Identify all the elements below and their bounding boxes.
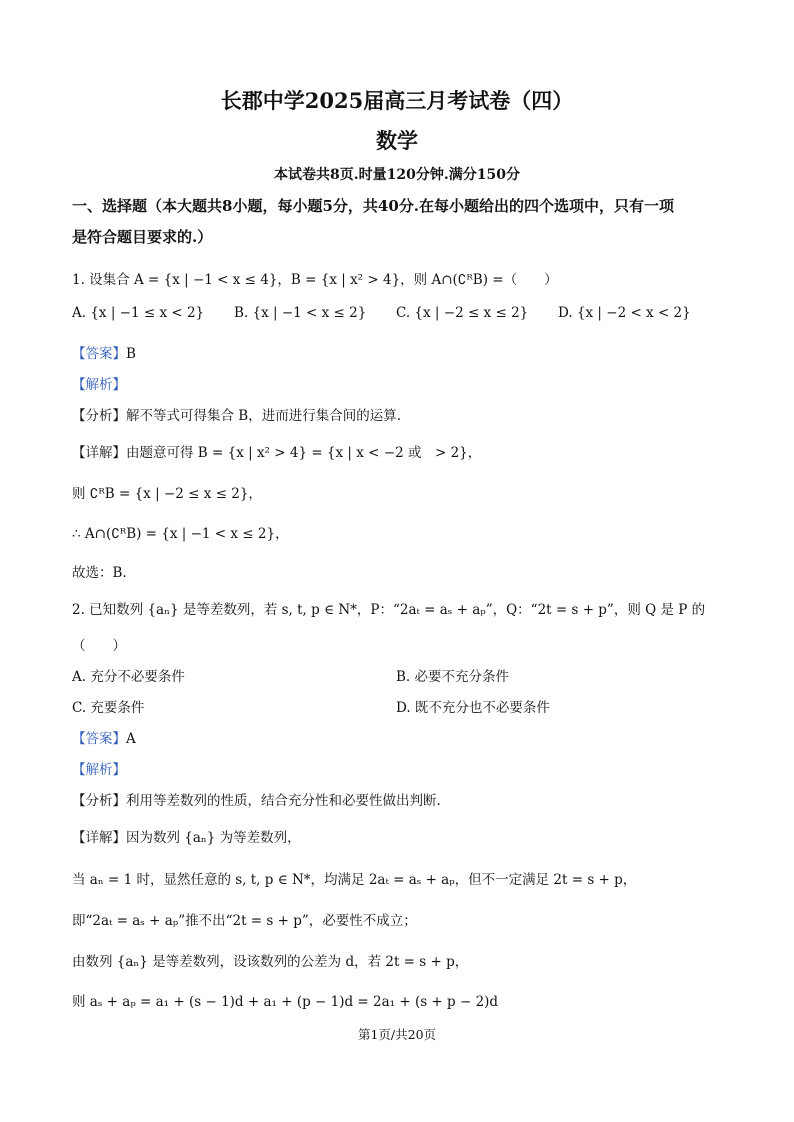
- q2-option-b: B. 必要不充分条件: [396, 669, 510, 685]
- fenxi-tag: 【分析】: [72, 408, 126, 424]
- xiangjie-tag: 【详解】: [72, 830, 126, 846]
- q2-answer: A: [126, 731, 136, 747]
- q1-xiangjie: 由题意可得 B = {x | x² > 4} = {x | x < −2 或 > 2}，: [126, 445, 482, 461]
- q1-analysis-tag: 【解析】: [72, 377, 126, 393]
- exam-title: 长郡中学2025届高三月考试卷（四）: [220, 88, 574, 113]
- q1-stem: 1. 设集合 A = {x | −1 < x ≤ 4}，B = {x | x² > 4}，则 A∩(∁ᴿB) =（ ）: [72, 272, 558, 288]
- q1-option-c: C. {x | −2 ≤ x ≤ 2}: [396, 305, 529, 321]
- q2-xiangjie: 因为数列 {aₙ} 为等差数列，: [126, 830, 301, 846]
- q2-xiangjie-row: [72, 826, 301, 846]
- q2-step1: 当 aₙ = 1 时，显然任意的 s, t, p ∈ N*，均满足 2aₜ = aₛ + aₚ，但不一定满足 2t = s + p，: [72, 872, 637, 888]
- q1-answer-row: [72, 342, 136, 362]
- q2-option-a: A. 充分不必要条件: [72, 669, 185, 685]
- q2-stem: 2. 已知数列 {aₙ} 是等差数列，若 s, t, p ∈ N*，P：“2aₜ = aₛ + aₚ”，Q：“2t = s + p”，则 Q 是 P 的: [72, 602, 706, 618]
- q2-option-c: C. 充要条件: [72, 700, 145, 716]
- q1-fenxi: 解不等式可得集合 B，进而进行集合间的运算.: [126, 408, 402, 424]
- q1-option-a: A. {x | −1 ≤ x < 2}: [72, 305, 205, 321]
- answer-tag: 【答案】: [72, 346, 126, 362]
- q2-step3: 由数列 {aₙ} 是等差数列，设该数列的公差为 d，若 2t = s + p，: [72, 954, 469, 970]
- q2-step2: 即“2aₜ = aₛ + aₚ”推不出“2t = s + p”，必要性不成立；: [72, 913, 417, 929]
- q1-conclusion: 故选：B.: [72, 565, 127, 581]
- q1-fenxi-row: [72, 404, 401, 424]
- q1-answer: B: [126, 346, 136, 362]
- answer-tag: 【答案】: [72, 731, 126, 747]
- q2-fenxi: 利用等差数列的性质，结合充分性和必要性做出判断.: [126, 793, 441, 809]
- q2-fenxi-row: [72, 789, 441, 809]
- q2-analysis-tag: 【解析】: [72, 762, 126, 778]
- section-heading-line1: 一、选择题（本大题共8小题，每小题5分，共40分.在每小题给出的四个选项中，只有一项: [72, 197, 674, 215]
- section-heading-line2: 是符合题目要求的.）: [72, 228, 213, 246]
- page-footer: 第1页/共20页: [357, 1027, 437, 1042]
- q1-step3: ∴ A∩(∁ᴿB) = {x | −1 < x ≤ 2}，: [72, 526, 289, 542]
- q2-step4: 则 aₛ + aₚ = a₁ + (s − 1)d + a₁ + (p − 1)d = 2a₁ + (s + p − 2)d: [72, 994, 499, 1010]
- q1-xiangjie-row: [72, 441, 481, 461]
- fenxi-tag: 【分析】: [72, 793, 126, 809]
- q1-step2: 则 ∁ᴿB = {x | −2 ≤ x ≤ 2}，: [72, 486, 262, 502]
- subject-title: 数学: [376, 128, 418, 153]
- q2-option-d: D. 既不充分也不必要条件: [396, 700, 550, 716]
- q1-option-d: D. {x | −2 < x < 2}: [558, 305, 691, 321]
- q1-option-b: B. {x | −1 < x ≤ 2}: [234, 305, 367, 321]
- q2-answer-row: [72, 727, 136, 747]
- xiangjie-tag: 【详解】: [72, 445, 126, 461]
- exam-info: 本试卷共8页.时量120分钟.满分150分: [274, 167, 520, 183]
- q2-paren: （ ）: [72, 638, 126, 654]
